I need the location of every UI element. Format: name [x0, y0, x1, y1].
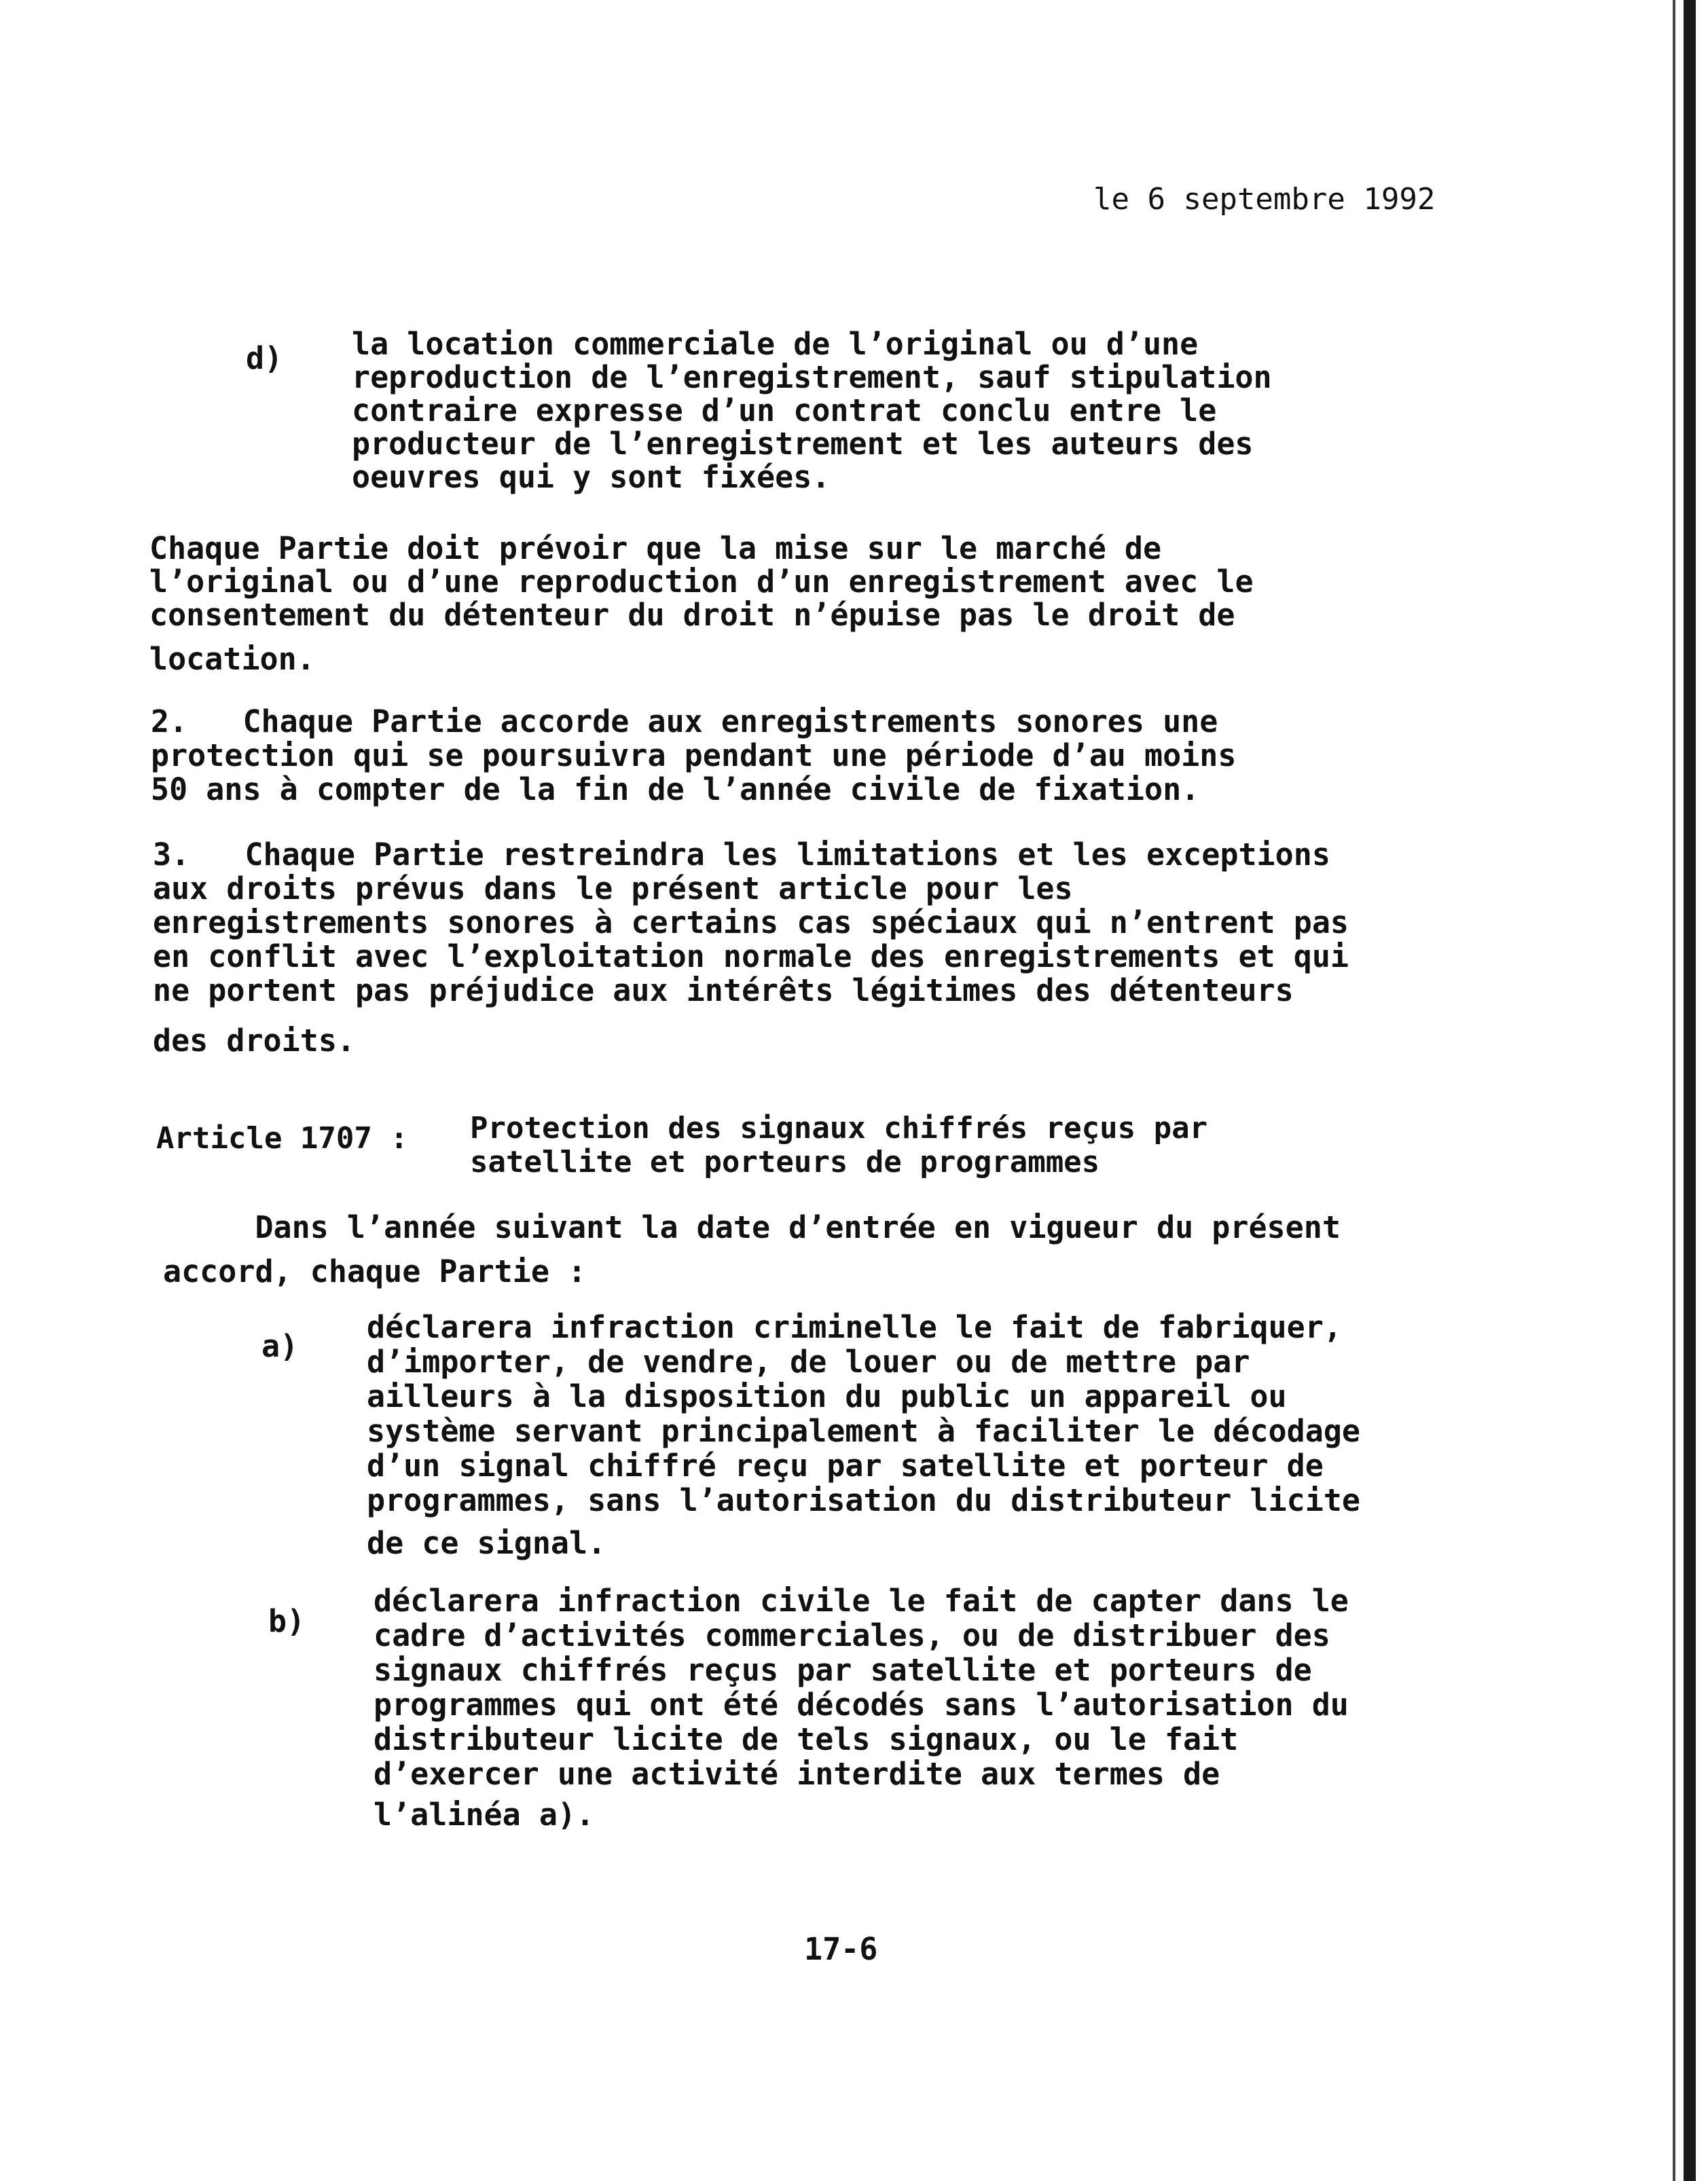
paragraph-3-line: aux droits prévus dans le présent article pour les	[153, 870, 1073, 906]
item-d-line: reproduction de l’enregistrement, sauf stipulation	[352, 359, 1272, 395]
intro-line: Dans l’année suivant la date d’entrée en vigueur du présent	[163, 1209, 1341, 1245]
article-number: Article 1707 :	[156, 1121, 408, 1156]
paragraph-2-line: 2. Chaque Partie accorde aux enregistrements sonores une	[151, 703, 1218, 739]
item-b-label: b)	[268, 1603, 306, 1639]
paragraph-market-line: Chaque Partie doit prévoir que la mise sur le marché de	[149, 530, 1162, 566]
intro-line: accord, chaque Partie :	[163, 1253, 587, 1289]
item-b-line: l’alinéa a).	[374, 1797, 595, 1833]
paragraph-3-line: ne portent pas préjudice aux intérêts légitimes des détenteurs	[153, 972, 1294, 1008]
item-a-line: déclarera infraction criminelle le fait de fabriquer,	[367, 1309, 1342, 1345]
paragraph-market-line: location.	[149, 641, 315, 677]
item-d-line: producteur de l’enregistrement et les auteurs des	[352, 426, 1254, 462]
paragraph-2-line: 50 ans à compter de la fin de l’année civile de fixation.	[151, 771, 1200, 807]
item-b-line: d’exercer une activité interdite aux termes de	[374, 1756, 1220, 1792]
item-b-line: cadre d’activités commerciales, ou de distribuer des	[374, 1617, 1330, 1653]
item-d-line: oeuvres qui y sont fixées.	[352, 459, 831, 495]
item-d-line: contraire expresse d’un contrat conclu entre le	[352, 392, 1217, 428]
article-title-line: satellite et porteurs de programmes	[470, 1145, 1100, 1179]
article-title-line: Protection des signaux chiffrés reçus par	[470, 1111, 1208, 1146]
item-a-line: système servant principalement à faciliter le décodage	[367, 1413, 1360, 1449]
item-b-line: signaux chiffrés reçus par satellite et porteurs de	[374, 1652, 1312, 1688]
item-b-line: distributeur licite de tels signaux, ou le fait	[374, 1721, 1239, 1757]
scan-edge-line	[1673, 0, 1675, 2181]
scan-edge-border	[1684, 0, 1696, 2181]
page-number: 17-6	[804, 1931, 878, 1967]
item-a-line: ailleurs à la disposition du public un appareil ou	[367, 1378, 1287, 1414]
paragraph-3-line: en conflit avec l’exploitation normale des enregistrements et qui	[153, 938, 1349, 974]
paragraph-3-line: enregistrements sonores à certains cas spéciaux qui n’entrent pas	[153, 904, 1349, 940]
item-a-line: de ce signal.	[367, 1525, 606, 1561]
paragraph-market-line: consentement du détenteur du droit n’épuise pas le droit de	[149, 597, 1235, 633]
item-b-line: déclarera infraction civile le fait de capter dans le	[374, 1583, 1349, 1619]
document-date: le 6 septembre 1992	[1093, 182, 1436, 217]
item-d-line: la location commerciale de l’original ou d’une	[352, 326, 1199, 362]
paragraph-3-line: 3. Chaque Partie restreindra les limitations et les exceptions	[153, 837, 1330, 873]
paragraph-market-line: l’original ou d’une reproduction d’un enregistrement avec le	[149, 564, 1254, 600]
item-b-line: programmes qui ont été décodés sans l’autorisation du	[374, 1687, 1349, 1723]
item-a-line: d’importer, de vendre, de louer ou de mettre par	[367, 1344, 1250, 1380]
paragraph-2-line: protection qui se poursuivra pendant une période d’au moins	[151, 737, 1237, 773]
item-a-line: programmes, sans l’autorisation du distributeur licite	[367, 1482, 1360, 1518]
item-a-label: a)	[261, 1328, 299, 1364]
paragraph-3-line: des droits.	[153, 1023, 356, 1059]
item-a-line: d’un signal chiffré reçu par satellite et porteur de	[367, 1448, 1324, 1484]
item-d-label: d)	[246, 340, 283, 376]
